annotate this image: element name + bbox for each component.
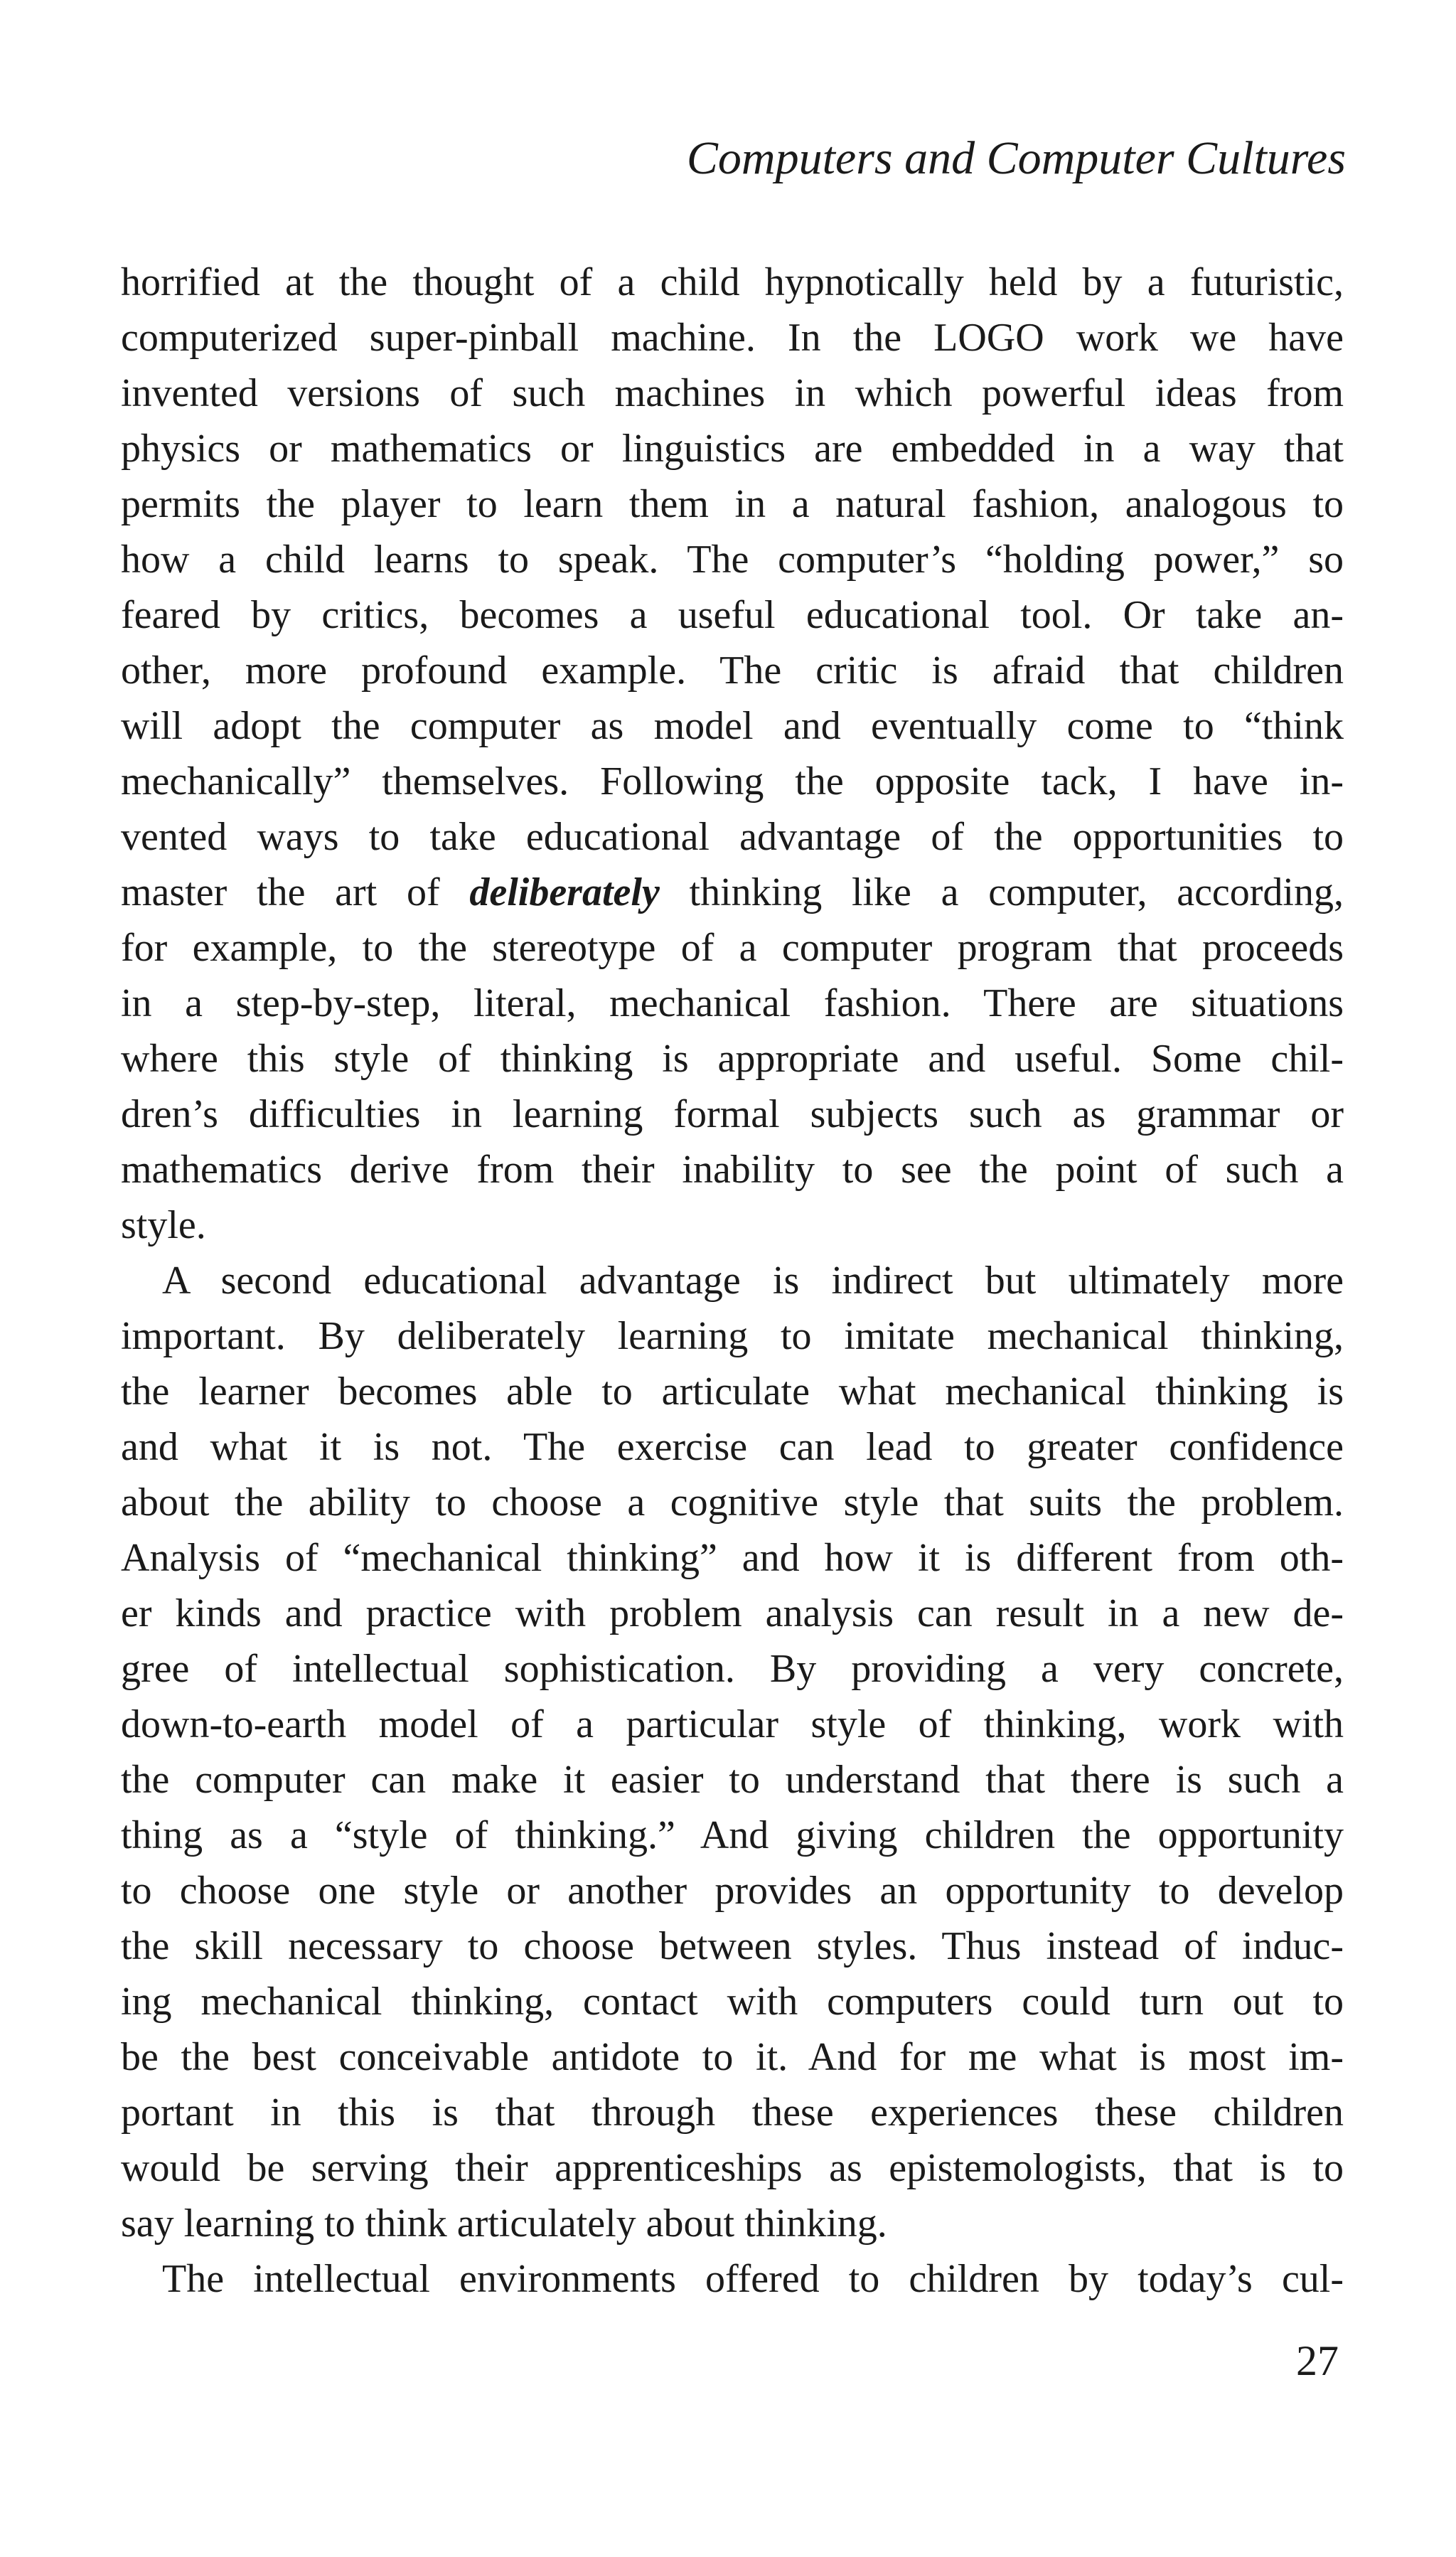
text-line: where this style of thinking is appropriate and useful. Some chil-	[121, 1037, 1344, 1081]
paragraph	[121, 2251, 1344, 2307]
text-line: A second educational advantage is indirect but ultimately more	[162, 1259, 1344, 1303]
text-line: er kinds and practice with problem analysis can result in a new de-	[121, 1591, 1344, 1635]
text-line: The intellectual environments offered to children by today’s cul-	[162, 2257, 1344, 2301]
paragraph	[121, 1253, 1344, 2251]
text-line: other, more profound example. The critic is afraid that children	[121, 648, 1344, 693]
text-line: down-to-earth model of a particular style of thinking, work with	[121, 1702, 1344, 1746]
text-line: and what it is not. The exercise can lead to greater confidence	[121, 1425, 1344, 1469]
text-line: important. By deliberately learning to imitate mechanical thinking,	[121, 1314, 1344, 1358]
text-line: how a child learns to speak. The computer’s “holding power,” so	[121, 538, 1344, 582]
text-line: about the ability to choose a cognitive style that suits the problem.	[121, 1480, 1344, 1525]
text-line: horrified at the thought of a child hypnotically held by a futuristic,	[121, 260, 1344, 304]
running-header: Computers and Computer Cultures	[686, 132, 1346, 184]
text-line: mechanically” themselves. Following the opposite tack, I have in-	[121, 759, 1344, 804]
text-line: permits the player to learn them in a natural fashion, analogous to	[121, 482, 1344, 526]
text-line: dren’s difficulties in learning formal subjects such as grammar or	[121, 1092, 1344, 1136]
text-line: will adopt the computer as model and eventually come to “think	[121, 704, 1344, 748]
text-line: gree of intellectual sophistication. By providing a very concrete,	[121, 1647, 1344, 1691]
text-line: ing mechanical thinking, contact with computers could turn out to	[121, 1980, 1344, 2024]
emphasized-word: deliberately	[469, 870, 660, 914]
page-number: 27	[1296, 2337, 1339, 2384]
text-line: thing as a “style of thinking.” And giving children the opportunity	[121, 1813, 1344, 1857]
text-line: would be serving their apprenticeships as epistemologists, that is to	[121, 2146, 1344, 2190]
text-line: physics or mathematics or linguistics are embedded in a way that	[121, 427, 1344, 471]
body-text	[121, 255, 1344, 2307]
text-line: mathematics derive from their inability to see the point of such a	[121, 1148, 1344, 1192]
text-line: invented versions of such machines in which powerful ideas from	[121, 371, 1344, 415]
text-line: in a step-by-step, literal, mechanical fashion. There are situations	[121, 981, 1344, 1025]
text-line: Analysis of “mechanical thinking” and how it is different from oth-	[121, 1536, 1344, 1580]
text-line: the learner becomes able to articulate what mechanical thinking is	[121, 1370, 1344, 1414]
text-line: to choose one style or another provides an opportunity to develop	[121, 1869, 1344, 1913]
text-run: master the art of	[121, 870, 470, 914]
text-line: vented ways to take educational advantage of the opportunities to	[121, 815, 1344, 859]
text-line: say learning to think articulately about thinking.	[121, 2201, 887, 2246]
text-line: style.	[121, 1203, 206, 1247]
text-line: the computer can make it easier to understand that there is such a	[121, 1758, 1344, 1802]
text-line: the skill necessary to choose between styles. Thus instead of induc-	[121, 1924, 1344, 1968]
text-line: portant in this is that through these experiences these children	[121, 2091, 1344, 2135]
text-line-with-emphasis	[121, 865, 1344, 920]
text-line: for example, to the stereotype of a computer program that proceeds	[121, 926, 1344, 970]
paragraph	[121, 255, 1344, 1253]
text-run: thinking like a computer, according,	[659, 870, 1344, 914]
text-line: computerized super-pinball machine. In the LOGO work we have	[121, 316, 1344, 360]
text-line: feared by critics, becomes a useful educational tool. Or take an-	[121, 593, 1344, 637]
text-line: be the best conceivable antidote to it. And for me what is most im-	[121, 2035, 1344, 2079]
